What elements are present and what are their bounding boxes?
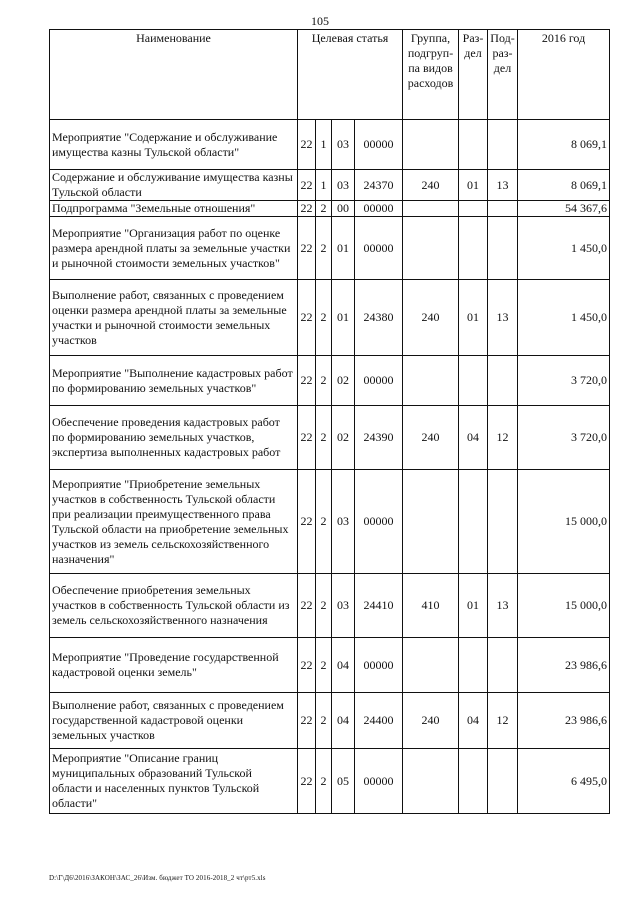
cell-target-direction: 00000 xyxy=(355,217,403,280)
cell-subsection xyxy=(488,749,518,814)
cell-target-subprogram: 2 xyxy=(316,201,332,217)
cell-target-activity: 04 xyxy=(332,693,355,749)
table-row xyxy=(50,470,610,574)
cell-target-program: 22 xyxy=(298,693,316,749)
cell-amount: 3 720,0 xyxy=(518,406,610,470)
cell-target-activity: 03 xyxy=(332,470,355,574)
cell-amount: 23 986,6 xyxy=(518,638,610,693)
cell-subsection xyxy=(488,638,518,693)
cell-expense-group xyxy=(403,201,459,217)
header-section: Раз-дел xyxy=(459,30,488,120)
cell-target-direction: 24390 xyxy=(355,406,403,470)
cell-target-program: 22 xyxy=(298,638,316,693)
cell-amount: 15 000,0 xyxy=(518,470,610,574)
cell-subsection: 12 xyxy=(488,406,518,470)
table-row xyxy=(50,638,610,693)
cell-name: Обеспечение приобретения земельных участков в собственность Тульской области из земель сельскохозяйственного назначения xyxy=(50,574,298,638)
header-group: Группа, подгруп-па видов расходов xyxy=(403,30,459,120)
cell-section: 01 xyxy=(459,574,488,638)
header-year: 2016 год xyxy=(518,30,610,120)
cell-subsection: 13 xyxy=(488,170,518,201)
cell-target-subprogram: 1 xyxy=(316,120,332,170)
table-row xyxy=(50,749,610,814)
cell-amount: 8 069,1 xyxy=(518,120,610,170)
cell-target-direction: 00000 xyxy=(355,749,403,814)
cell-target-subprogram: 2 xyxy=(316,638,332,693)
cell-target-activity: 04 xyxy=(332,638,355,693)
cell-amount: 54 367,6 xyxy=(518,201,610,217)
table-row xyxy=(50,356,610,406)
cell-target-direction: 00000 xyxy=(355,638,403,693)
cell-subsection xyxy=(488,217,518,280)
cell-target-subprogram: 2 xyxy=(316,574,332,638)
cell-target-activity: 02 xyxy=(332,406,355,470)
table-header-row xyxy=(50,30,610,120)
cell-expense-group xyxy=(403,356,459,406)
cell-section xyxy=(459,470,488,574)
cell-target-activity: 03 xyxy=(332,120,355,170)
cell-section xyxy=(459,638,488,693)
cell-target-subprogram: 2 xyxy=(316,470,332,574)
cell-name: Мероприятие "Содержание и обслуживание имущества казны Тульской области" xyxy=(50,120,298,170)
cell-target-direction: 24400 xyxy=(355,693,403,749)
cell-subsection xyxy=(488,120,518,170)
cell-expense-group: 240 xyxy=(403,170,459,201)
cell-name: Мероприятие "Выполнение кадастровых работ по формированию земельных участков" xyxy=(50,356,298,406)
cell-expense-group: 410 xyxy=(403,574,459,638)
table-row xyxy=(50,574,610,638)
cell-target-program: 22 xyxy=(298,280,316,356)
table-row xyxy=(50,406,610,470)
cell-expense-group: 240 xyxy=(403,693,459,749)
cell-name: Мероприятие "Описание границ муниципальных образований Тульской области и населенных пунктов Тульской области" xyxy=(50,749,298,814)
cell-amount: 23 986,6 xyxy=(518,693,610,749)
cell-section xyxy=(459,120,488,170)
cell-name: Содержание и обслуживание имущества казны Тульской области xyxy=(50,170,298,201)
table-row xyxy=(50,201,610,217)
cell-expense-group: 240 xyxy=(403,280,459,356)
cell-target-direction: 00000 xyxy=(355,356,403,406)
cell-subsection xyxy=(488,470,518,574)
header-target: Целевая статья xyxy=(298,30,403,120)
cell-subsection: 12 xyxy=(488,693,518,749)
cell-amount: 1 450,0 xyxy=(518,217,610,280)
cell-name: Мероприятие "Организация работ по оценке размера арендной платы за земельные участки и рыночной стоимости земельных участков" xyxy=(50,217,298,280)
cell-amount: 15 000,0 xyxy=(518,574,610,638)
cell-target-program: 22 xyxy=(298,749,316,814)
cell-target-subprogram: 2 xyxy=(316,693,332,749)
cell-expense-group xyxy=(403,217,459,280)
cell-expense-group: 240 xyxy=(403,406,459,470)
cell-section: 01 xyxy=(459,170,488,201)
cell-target-activity: 01 xyxy=(332,280,355,356)
cell-name: Мероприятие "Проведение государственной кадастровой оценки земель" xyxy=(50,638,298,693)
cell-target-program: 22 xyxy=(298,120,316,170)
cell-target-direction: 00000 xyxy=(355,470,403,574)
cell-target-program: 22 xyxy=(298,217,316,280)
cell-section: 04 xyxy=(459,693,488,749)
cell-amount: 1 450,0 xyxy=(518,280,610,356)
cell-expense-group xyxy=(403,638,459,693)
cell-subsection xyxy=(488,201,518,217)
cell-target-program: 22 xyxy=(298,470,316,574)
table-row xyxy=(50,280,610,356)
cell-target-subprogram: 1 xyxy=(316,170,332,201)
header-subsection: Под-раз-дел xyxy=(488,30,518,120)
cell-target-activity: 02 xyxy=(332,356,355,406)
cell-section: 01 xyxy=(459,280,488,356)
cell-expense-group xyxy=(403,749,459,814)
budget-table xyxy=(49,29,610,814)
cell-name: Выполнение работ, связанных с проведением оценки размера арендной платы за земельные участки и рыночной стоимости земельных участков xyxy=(50,280,298,356)
cell-target-program: 22 xyxy=(298,406,316,470)
cell-target-activity: 01 xyxy=(332,217,355,280)
cell-target-direction: 00000 xyxy=(355,201,403,217)
table-row xyxy=(50,693,610,749)
cell-target-subprogram: 2 xyxy=(316,280,332,356)
cell-target-activity: 00 xyxy=(332,201,355,217)
cell-target-program: 22 xyxy=(298,574,316,638)
table-row xyxy=(50,217,610,280)
cell-target-direction: 00000 xyxy=(355,120,403,170)
cell-target-direction: 24380 xyxy=(355,280,403,356)
table-body xyxy=(50,120,610,814)
cell-target-subprogram: 2 xyxy=(316,217,332,280)
cell-subsection: 13 xyxy=(488,280,518,356)
cell-name: Выполнение работ, связанных с проведением государственной кадастровой оценки земельных участков xyxy=(50,693,298,749)
cell-section: 04 xyxy=(459,406,488,470)
cell-target-activity: 03 xyxy=(332,170,355,201)
cell-target-activity: 05 xyxy=(332,749,355,814)
cell-target-direction: 24370 xyxy=(355,170,403,201)
table-row xyxy=(50,170,610,201)
header-name: Наименование xyxy=(50,30,298,120)
cell-target-program: 22 xyxy=(298,356,316,406)
table-row xyxy=(50,120,610,170)
cell-expense-group xyxy=(403,120,459,170)
cell-section xyxy=(459,217,488,280)
cell-name: Обеспечение проведения кадастровых работ по формированию земельных участков, экспертиза выполненных кадастровых работ xyxy=(50,406,298,470)
cell-target-activity: 03 xyxy=(332,574,355,638)
page-number: 105 xyxy=(311,14,329,28)
cell-target-subprogram: 2 xyxy=(316,749,332,814)
cell-section xyxy=(459,201,488,217)
cell-expense-group xyxy=(403,470,459,574)
cell-amount: 3 720,0 xyxy=(518,356,610,406)
cell-section xyxy=(459,356,488,406)
footer-file-path: D:\Г\Д6\2016\ЗАКОН\ЗАС_26\Изм. бюджет ТО 2016-2018_2 чт\рт5.xls xyxy=(49,874,266,882)
cell-target-program: 22 xyxy=(298,170,316,201)
cell-amount: 6 495,0 xyxy=(518,749,610,814)
cell-section xyxy=(459,749,488,814)
cell-target-direction: 24410 xyxy=(355,574,403,638)
cell-target-program: 22 xyxy=(298,201,316,217)
cell-subsection xyxy=(488,356,518,406)
cell-subsection: 13 xyxy=(488,574,518,638)
cell-amount: 8 069,1 xyxy=(518,170,610,201)
cell-target-subprogram: 2 xyxy=(316,406,332,470)
cell-name: Мероприятие "Приобретение земельных участков в собственность Тульской области при реализации преимущественного права Тульской области на приобретение земельных участков из земель сельскохозяйственного назначения" xyxy=(50,470,298,574)
cell-target-subprogram: 2 xyxy=(316,356,332,406)
cell-name: Подпрограмма "Земельные отношения" xyxy=(50,201,298,217)
